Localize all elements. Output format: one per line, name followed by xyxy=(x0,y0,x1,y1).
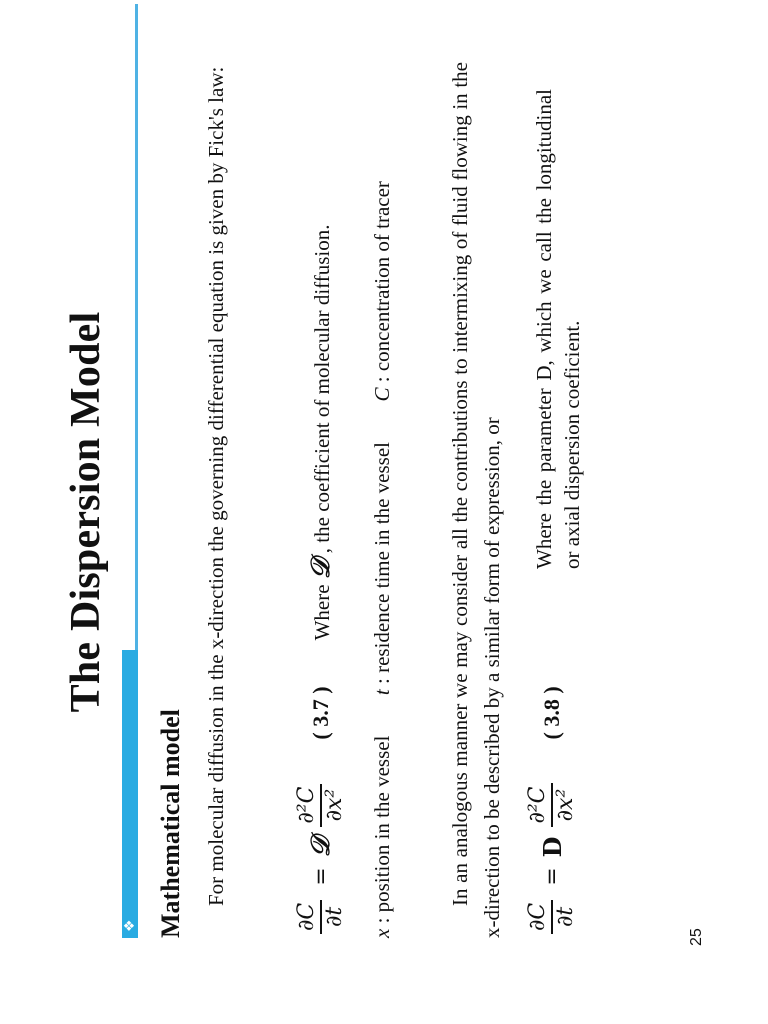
eq1-rhs-fraction xyxy=(294,784,348,827)
eq1-rhs-numerator: ∂²C xyxy=(294,786,319,824)
equation-3-8 xyxy=(525,686,579,938)
paragraph-analogous-dispersion-text: In an analogous manner we may consider all the contributions to intermixing of fluid flowing in the x-direction to be described by a similar form of expression, or xyxy=(448,62,504,938)
def-x-symbol: x xyxy=(370,928,394,938)
eq2-number: ( 3.8 ) xyxy=(539,686,564,740)
def-t-symbol: t xyxy=(370,689,394,696)
eq1-lhs-fraction xyxy=(294,900,348,934)
section-heading: Mathematical model xyxy=(156,709,185,938)
slide-title: The Dispersion Model xyxy=(63,311,109,713)
eq1-number: ( 3.7 ) xyxy=(308,686,333,740)
paragraph-ficks-law xyxy=(200,62,232,938)
def-t-text: : residence time in the vessel xyxy=(370,441,394,684)
eq1-lhs-denominator: ∂t xyxy=(322,906,347,927)
paragraph-analogous-dispersion xyxy=(444,62,508,938)
eq2-lhs-numerator: ∂C xyxy=(525,902,550,931)
eq2-rhs-fraction xyxy=(525,784,579,827)
title-accent-bar xyxy=(122,650,138,938)
eq2-lhs-fraction xyxy=(525,900,579,934)
diamond-bullet-icon: ❖ xyxy=(122,919,138,932)
eq2-note: Where the parameter D, which we call the longitudinal or axial dispersion coeficient. xyxy=(532,89,584,569)
def-x-text: : position in the vessel xyxy=(370,735,394,924)
eq2-coefficient: D xyxy=(537,836,567,858)
eq1-rhs-denominator: ∂x² xyxy=(322,788,347,822)
eq1-note xyxy=(306,224,337,640)
eq2-rhs-denominator: ∂x² xyxy=(553,788,578,822)
eq1-coefficient: 𝒟 xyxy=(305,836,336,858)
eq1-lhs-numerator: ∂C xyxy=(294,902,319,931)
eq1-note-prefix: Where xyxy=(309,584,334,641)
eq2-lhs-denominator: ∂t xyxy=(553,906,578,927)
eq1-note-coefficient: 𝒟 xyxy=(305,558,336,580)
variable-definitions xyxy=(370,0,395,938)
eq1-note-suffix: , the coefficient of molecular diffusion. xyxy=(309,224,334,554)
equation-3-7 xyxy=(294,224,348,938)
eq2-rhs-numerator: ∂²C xyxy=(525,786,550,824)
def-c-symbol: C xyxy=(370,387,394,402)
eq2-equals: = xyxy=(539,867,565,886)
def-c-text: : concentration of tracer xyxy=(370,181,394,383)
eq1-equals: = xyxy=(308,867,334,886)
paragraph-ficks-law-text: For molecular diffusion in the x-direction the governing differential equation is given by Fick's law: xyxy=(204,66,228,906)
page-number: 25 xyxy=(688,928,705,946)
